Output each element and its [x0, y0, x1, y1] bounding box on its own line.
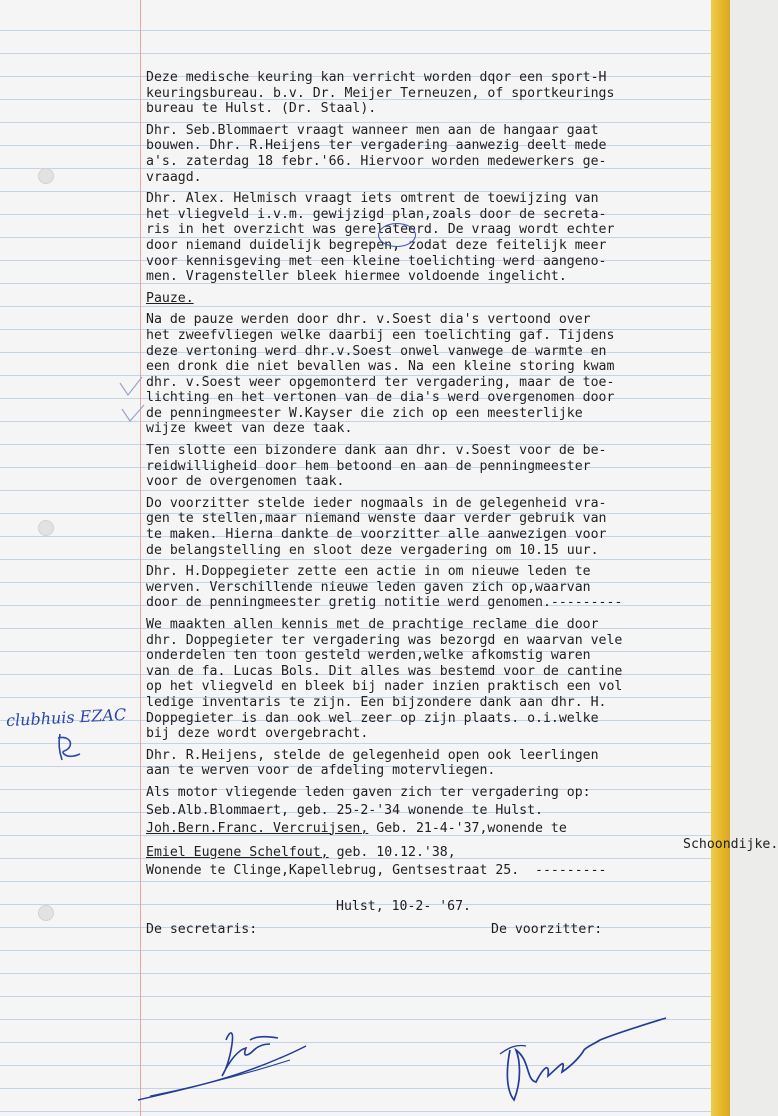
- paragraph: Dhr. Alex. Helmisch vraagt iets omtrent de toewijzing van het vliegveld i.v.m. gewijzigd plan,zoals door de secreta- ris in het overzicht was gerelateerd. De vraag wordt echter door niemand duidelijk begrepen, zodat deze feitelijk meer voor kennisgeving met een kleine toelichting werd aangeno- men. Vragensteller bleek hiermee voldoende ingelicht.: [146, 191, 615, 285]
- secretary-label: De secretaris:: [146, 922, 258, 938]
- paragraph: Als motor vliegende leden gaven zich ter vergadering op:: [146, 784, 591, 800]
- member-details: Geb. 21-4-'37,wonende te: [368, 820, 567, 836]
- member-place: Schoondijke.: [683, 836, 778, 852]
- member-details: geb. 10.12.'38,: [328, 844, 456, 860]
- typed-minutes: [146, 70, 778, 946]
- pencil-check-mark: [118, 375, 146, 425]
- margin-initials: [0, 710, 140, 770]
- member-line: Wonende te Clinge,Kapellebrug, Gentsestraat 25. ---------: [146, 862, 607, 878]
- paragraph: Deze medische keuring kan verricht worden dqor een sport-H keuringsbureau. b.v. Dr. Meijer Terneuzen, of sportkeurings bureau te Hulst. (Dr. Staal).: [146, 70, 615, 117]
- member-line: Seb.Alb.Blommaert, geb. 25-2-'34 wonende te Hulst.: [146, 802, 543, 818]
- place-date: Hulst, 10-2- '67.: [336, 898, 471, 914]
- chair-signature: [470, 1010, 670, 1110]
- chair-label: De voorzitter:: [491, 922, 603, 938]
- paragraph: Na de pauze werden door dhr. v.Soest dia's vertoond over het zweefvliegen welke daarbij een toelichting gaf. Tijdens deze vertoning werd dhr.v.Soest onwel vanwege de warmte en een dronk die niet bevallen was. Na een kleine storing kwam dhr. v.Soest weer opgemonterd ter vergadering, maar de toe- lichting en het vertonen van de dia's werd overgenomen door de penningmeester W.Kayser die zich op een meesterlijke wijze kweet van deze taak.: [146, 312, 615, 437]
- paragraph: Do voorzitter stelde ieder nogmaals in de gelegenheid vra- gen te stellen,maar niemand wenste daar verder gebruik van te maken. Hierna dankte de voorzitter alle aanwezigen voor de belangstelling en sloot deze vergadering om 10.15 uur.: [146, 495, 607, 558]
- punch-hole: [38, 520, 54, 536]
- punch-hole: [38, 168, 54, 184]
- date-circle-mark: [378, 223, 416, 247]
- paragraph: Dhr. H.Doppegieter zette een actie in om nieuwe leden te werven. Verschillende nieuwe leden gaven zich op,waarvan door de penningmeester gretig notitie werd genomen.---------: [146, 564, 623, 611]
- paragraph: Dhr. R.Heijens, stelde de gelegenheid open ook leerlingen aan te werven voor de afdeling motervliegen.: [146, 747, 599, 779]
- member-line: [146, 821, 721, 839]
- handwritten-margin-note: clubhuis EZAC: [5, 704, 127, 731]
- paragraph: Ten slotte een bizondere dank aan dhr. v.Soest voor de be- reidwilligheid door hem betoond en aan de penningmeester voor de overgenomen taak.: [146, 443, 607, 490]
- paragraph: We maakten allen kennis met de prachtige reclame die door dhr. Doppegieter ter vergadering was bezorgd en waarvan vele onderdelen ten toon gesteld werden,welke afkomstig waren van de fa. Lucas Bols. Dit alles was bestemd voor de cantine op het vliegveld en bleek bij nader inzien praktisch een vol ledige inventaris te zijn. Een bijzondere dank aan dhr. H. Doppegieter is dan ook wel zeer op zijn plaats. o.i.welke bij deze wordt overgebracht.: [146, 617, 623, 742]
- member-name: Joh.Bern.Franc. Vercruijsen,: [146, 820, 369, 836]
- signature-roles: [146, 922, 721, 946]
- member-line: [146, 836, 778, 863]
- paragraph: Dhr. Seb.Blommaert vraagt wanneer men aan de hangaar gaat bouwen. Dhr. R.Heijens ter vergadering aanwezig deelt mede a's. zaterdag 18 febr.'66. Hiervoor worden medewerkers ge- vraagd.: [146, 122, 607, 185]
- member-list: [146, 802, 778, 881]
- member-name: Emiel Eugene Schelfout,: [146, 844, 329, 860]
- punch-hole: [38, 905, 54, 921]
- margin-rule: [140, 0, 141, 1116]
- section-heading: Pauze.: [146, 290, 194, 306]
- secretary-signature: [130, 1010, 320, 1110]
